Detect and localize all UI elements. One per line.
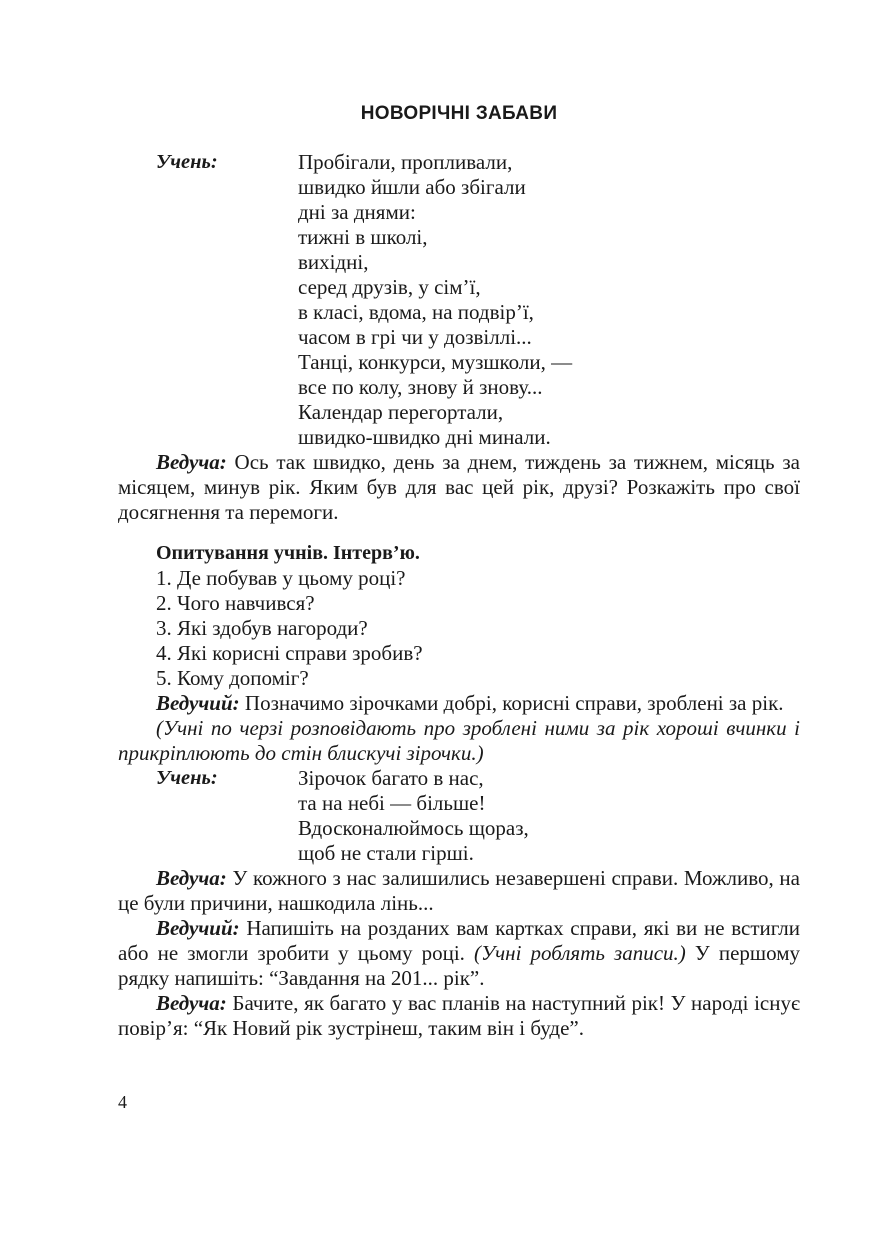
paragraph-2 [118,691,800,716]
speaker-label: Ведуча: [156,991,227,1015]
stanza-2-verse [298,766,529,866]
verse-line: швидко-швидко дні минали. [298,425,551,449]
paragraph-text: У першому рядку напишіть: “Завдання на 201... рік”. [118,941,800,990]
question-item: 2. Чого навчився? [156,591,315,615]
page-number: 4 [118,1092,127,1112]
paragraph-text: Ось так швидко, день за днем, тиждень за тижнем, місяць за місяцем, минув рік. Яким був для вас цей рік, друзі? Розкажіть про свої досягнення та перемоги. [118,450,800,524]
paragraph-1 [118,450,800,525]
paragraph-5 [118,991,800,1041]
stanza-1-speaker: Учень: [156,151,218,173]
speaker-label: Ведуча: [156,450,227,474]
stanza-1 [118,150,800,450]
verse-line: та на небі — більше! [298,791,486,815]
stage-direction-1: (Учні по черзі розповідають про зроблені ними за рік хороші вчинки і прикріплюють до стін блискучі зірочки.) [118,716,800,765]
verse-line: часом в грі чи у дозвіллі... [298,325,532,349]
verse-line: Пробігали, пропливали, [298,150,513,174]
verse-line: Вдосконалюймось щораз, [298,816,529,840]
paragraph-text: Позначимо зірочками добрі, корисні справи, зроблені за рік. [239,691,784,715]
question-item: 3. Які здобув нагороди? [156,616,368,640]
stanza-2 [118,766,800,866]
verse-line: дні за днями: [298,200,416,224]
verse-line: в класі, вдома, на подвір’ї, [298,300,534,324]
verse-line: швидко йшли або збігали [298,175,526,199]
verse-line: серед друзів, у сім’ї, [298,275,481,299]
stanza-1-verse [298,150,572,450]
verse-line: Зірочок багато в нас, [298,766,484,790]
survey-heading: Опитування учнів. Інтерв’ю. [156,542,420,564]
question-item: 5. Кому допоміг? [156,666,309,690]
paragraph-text: У кожного з нас залишились незавершені справи. Можливо, на це були причини, нашкодила лінь... [118,866,800,915]
verse-line: Календар перегортали, [298,400,504,424]
verse-line: все по колу, знову й знову... [298,375,543,399]
paragraph-text: Напишіть на розданих вам картках справи, які ви не встигли або не змогли зробити у цьому році. [118,916,800,965]
paragraph-text: Бачите, як багато у вас планів на наступний рік! У народі існує повір’я: “Як Новий рік зустрінеш, таким він і буде”. [118,991,800,1040]
paragraph-3 [118,866,800,916]
question-item: 1. Де побував у цьому році? [156,566,406,590]
paragraph-4 [118,916,800,991]
stage-direction-2: (Учні роблять записи.) [474,941,686,965]
survey-questions [118,566,800,691]
verse-line: тижні в школі, [298,225,428,249]
verse-line: щоб не стали гірші. [298,841,474,865]
speaker-label: Ведучий: [156,691,240,715]
speaker-label: Ведучий: [156,916,240,940]
stanza-2-speaker: Учень: [156,767,218,789]
page-title: НОВОРІЧНІ ЗАБАВИ [360,103,558,124]
page-content [118,100,800,1041]
verse-line: вихідні, [298,250,369,274]
verse-line: Танці, конкурси, музшколи, — [298,350,573,374]
question-item: 4. Які корисні справи зробив? [156,641,423,665]
speaker-label: Ведуча: [156,866,227,890]
